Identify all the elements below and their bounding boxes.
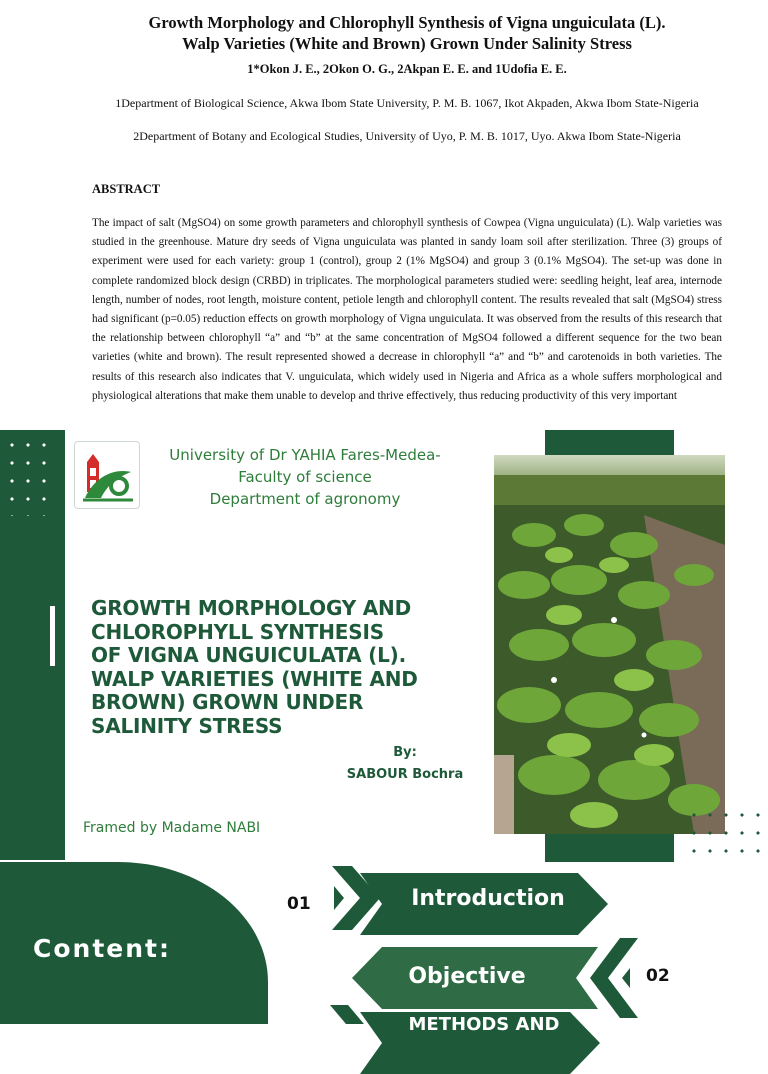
- content-label: Content:: [33, 934, 171, 963]
- paper-affiliation: 2Department of Botany and Ecological Studies, University of Uyo, P. M. B. 1017, Uyo. Akwa Ibom State-Nigeria: [133, 129, 681, 143]
- supervisor-credit: Framed by Madame NABI: [83, 820, 261, 836]
- title-line: SALINITY STRESS: [91, 713, 283, 738]
- item-number: 01: [287, 894, 311, 914]
- section-label: Objective: [408, 964, 526, 989]
- paper-title: [68, 12, 746, 54]
- university-name: University of Dr YAHIA Fares-Medea-: [169, 446, 441, 464]
- title-line: OF VIGNA UNGUICULATA (L).: [91, 643, 406, 667]
- section-label: Introduction: [411, 886, 565, 911]
- title-line: BROWN) GROWN UNDER: [91, 690, 364, 714]
- faculty-name: Faculty of science: [238, 468, 372, 486]
- university-header: [140, 444, 470, 510]
- abstract-text: The impact of salt (MgSO4) on some growth parameters and chlorophyll synthesis of Cowpea (Vigna unguiculata) (L). Walp varieties was studied in the greenhouse. Mature dry seeds of Vigna unguiculata was planted in sandy loam soil after sterilization. Three (3) groups of experiment were used for each variety: group 1 (control), group 2 (1% MgSO4) and group 3 (0.1% MgSO4). The set-up was done in complete randomized block design (CRBD) in triplicates. The morphological parameters studied were: seedling height, leaf area, internode length, number of nodes, root length, moisture content, petiole length and chlorophyll content. The results revealed that salt (MgSO4) stress had significant (p=0.05) reduction effects on growth morphology of Vigna unguiculata. It was observed from the results of this research that the relationship between chlorophyll “a” and “b” at the same concentration of MgSO4 followed a different sequence for the two bean varieties (white and brown). The result represented showed a decrease in chlorophyll “a” and “b” and carotenoids in both varieties. The results of this research also indicates that V. unguiculata, which widely used in Nigeria and Africa as a whole suffers morphological and physiological alterations that make them unable to develop and thrive effectively, thus reducing productivity of this very important: [92, 217, 722, 402]
- paper-affiliation: 1Department of Biological Science, Akwa Ibom State University, P. M. B. 1067, Ikot Akpaden, Akwa Ibom State-Nigeria: [115, 96, 699, 110]
- cowpea-plants-photo: [494, 455, 725, 834]
- item-number: 02: [646, 966, 670, 986]
- photo-frame-accent: [545, 430, 674, 458]
- department-name: Department of agronomy: [209, 490, 401, 508]
- paper-title-line: Walp Varieties (White and Brown) Grown Under Salinity Stress: [182, 34, 632, 53]
- title-line: WALP VARIETIES (WHITE AND: [91, 666, 418, 691]
- title-line: CHLOROPHYLL SYNTHESIS: [91, 619, 384, 644]
- presentation-title: [91, 597, 471, 738]
- paper-header-scan: [68, 0, 746, 430]
- section-item-introduction[interactable]: [360, 873, 608, 935]
- section-label: METHODS AND: [408, 1014, 560, 1035]
- section-item-objective[interactable]: [352, 947, 598, 1009]
- section-item-methods[interactable]: [360, 1012, 600, 1035]
- abstract-heading: ABSTRACT: [92, 182, 161, 196]
- dot-pattern-decoration: [686, 806, 766, 864]
- paper-authors: 1*Okon J. E., 2Okon O. G., 2Akpan E. E. and 1Udofia E. E.: [247, 62, 567, 76]
- author-name: SABOUR Bochra: [346, 767, 464, 782]
- vertical-accent-line: [50, 606, 55, 666]
- by-label: By:: [393, 745, 417, 760]
- chevron-left-icon: [590, 938, 640, 1018]
- dot-pattern-decoration: [4, 436, 52, 516]
- university-logo-icon: [74, 441, 140, 509]
- paper-title-line: Growth Morphology and Chlorophyll Synthesis of Vigna unguiculata (L).: [148, 13, 666, 32]
- photo-frame-accent: [545, 830, 674, 862]
- title-line: GROWTH MORPHOLOGY AND: [91, 596, 411, 620]
